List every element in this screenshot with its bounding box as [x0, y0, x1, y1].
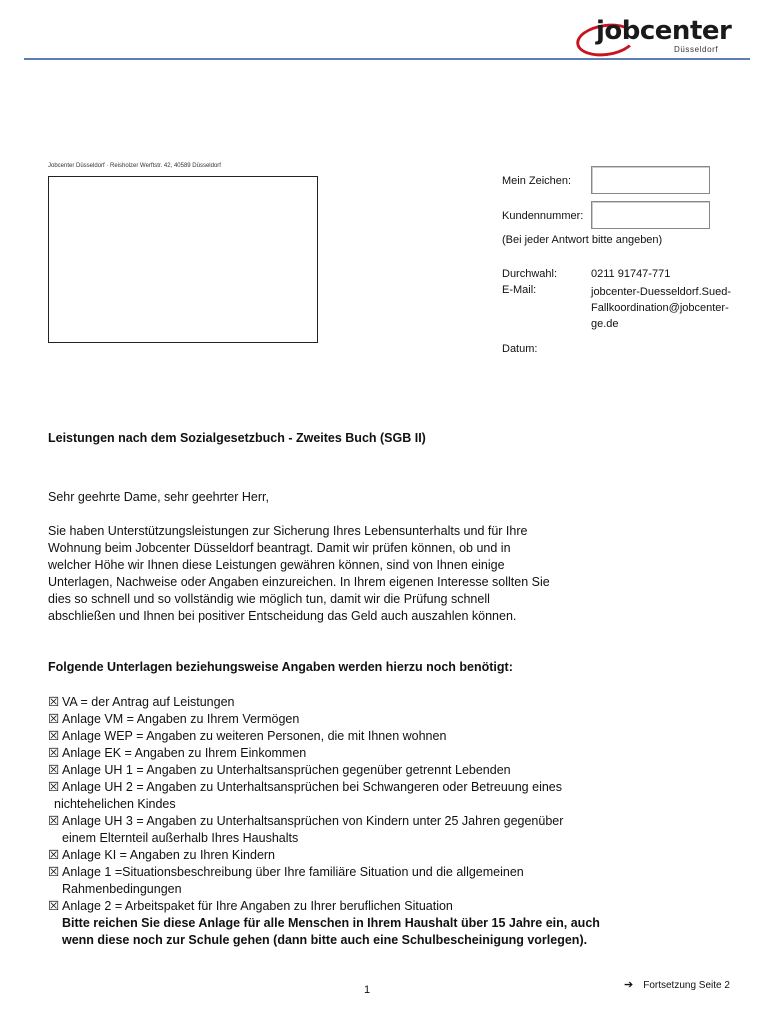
list-item	[48, 762, 688, 779]
list-item-text-continued: nichtehelichen Kindes	[54, 797, 176, 811]
bold-note-line: Bitte reichen Sie diese Anlage für alle Menschen in Ihrem Haushalt über 15 Jahre ein, auch	[62, 916, 600, 930]
list-item-text-continued: Rahmenbedingungen	[62, 882, 182, 896]
recipient-address-box	[48, 176, 318, 343]
email-value[interactable]	[591, 284, 731, 332]
paragraph-line: Sie haben Unterstützungsleistungen zur Sicherung Ihres Lebensunterhalts und für Ihre	[48, 524, 528, 538]
required-documents-heading: Folgende Unterlagen beziehungsweise Angaben werden hierzu noch benötigt:	[48, 660, 513, 674]
letter-subject: Leistungen nach dem Sozialgesetzbuch - Zweites Buch (SGB II)	[48, 431, 426, 445]
list-item	[48, 711, 688, 728]
datum-label: Datum:	[502, 343, 538, 355]
list-item-text: Anlage UH 2 = Angaben zu Unterhaltsansprüchen bei Schwangeren oder Betreuung eines	[62, 780, 562, 794]
mein-zeichen-label: Mein Zeichen:	[502, 175, 572, 187]
kundennummer-field[interactable]	[591, 201, 710, 229]
logo-city: Düsseldorf	[674, 45, 719, 54]
checked-box-icon[interactable]: ☒	[48, 848, 60, 862]
list-item	[48, 847, 688, 864]
jobcenter-logo	[574, 16, 732, 54]
arrow-right-icon: ➔	[624, 979, 634, 991]
letter-salutation: Sehr geehrte Dame, sehr geehrter Herr,	[48, 490, 269, 504]
paragraph-line: Unterlagen, Nachweise oder Angaben einzureichen. In Ihrem eigenen Interesse sollten Sie	[48, 575, 550, 589]
letter-paragraph	[48, 523, 648, 625]
list-item	[48, 779, 688, 813]
list-item-text: VA = der Antrag auf Leistungen	[62, 695, 235, 709]
durchwahl-label: Durchwahl:	[502, 268, 558, 280]
checked-box-icon[interactable]: ☒	[48, 695, 60, 709]
continuation-text: Fortsetzung Seite 2	[643, 980, 730, 991]
sender-return-address: Jobcenter Düsseldorf · Reisholzer Werftstr. 42, 40589 Düsseldorf	[48, 163, 221, 169]
checked-box-icon[interactable]: ☒	[48, 780, 60, 794]
list-item	[48, 813, 688, 847]
kundennummer-label: Kundennummer:	[502, 210, 584, 222]
list-item-text: Anlage UH 3 = Angaben zu Unterhaltsansprüchen von Kindern unter 25 Jahren gegenüber	[62, 814, 564, 828]
checked-box-icon[interactable]: ☒	[48, 865, 60, 879]
checked-box-icon[interactable]: ☒	[48, 746, 60, 760]
checked-box-icon[interactable]: ☒	[48, 729, 60, 743]
list-item	[48, 898, 688, 915]
email-line: ge.de	[591, 318, 619, 330]
logo-wordmark: jobcenter	[596, 16, 732, 46]
required-documents-list	[48, 694, 688, 949]
checked-box-icon[interactable]: ☒	[48, 763, 60, 777]
paragraph-line: Wohnung beim Jobcenter Düsseldorf beantragt. Damit wir prüfen können, ob und in	[48, 541, 511, 555]
list-item-text-continued: einem Elternteil außerhalb Ihres Haushalts	[62, 831, 299, 845]
list-item-text: Anlage EK = Angaben zu Ihrem Einkommen	[62, 746, 307, 760]
list-item	[48, 694, 688, 711]
continuation-note	[624, 978, 730, 991]
checked-box-icon[interactable]: ☒	[48, 899, 60, 913]
mein-zeichen-field[interactable]	[591, 166, 710, 194]
checked-box-icon[interactable]: ☒	[48, 712, 60, 726]
page-number: 1	[364, 984, 371, 996]
checked-box-icon[interactable]: ☒	[48, 814, 60, 828]
header-rule	[24, 58, 750, 60]
list-item-text: Anlage 2 = Arbeitspaket für Ihre Angaben zu Ihrer beruflichen Situation	[62, 899, 453, 913]
list-item	[48, 745, 688, 762]
paragraph-line: abschließen und Ihnen bei positiver Entscheidung das Geld auch auszahlen können.	[48, 609, 517, 623]
list-item	[48, 864, 688, 898]
list-item-text: Anlage WEP = Angaben zu weiteren Personen, die mit Ihnen wohnen	[62, 729, 447, 743]
kundennummer-hint: (Bei jeder Antwort bitte angeben)	[502, 234, 663, 246]
email-label: E-Mail:	[502, 284, 537, 296]
list-item-text: Anlage 1 =Situationsbeschreibung über Ihre familiäre Situation und die allgemeinen	[62, 865, 524, 879]
paragraph-line: dies so schnell und so vollständig wie möglich tun, damit wir die Prüfung schnell	[48, 592, 490, 606]
email-line: jobcenter-Duesseldorf.Sued-	[591, 286, 732, 298]
list-item-text: Anlage UH 1 = Angaben zu Unterhaltsansprüchen gegenüber getrennt Lebenden	[62, 763, 511, 777]
bold-note-line: wenn diese noch zur Schule gehen (dann bitte auch eine Schulbescheinigung vorlegen).	[62, 933, 588, 947]
list-item-text: Anlage KI = Angaben zu Ihren Kindern	[62, 848, 276, 862]
list-item-text: Anlage VM = Angaben zu Ihrem Vermögen	[62, 712, 300, 726]
durchwahl-value: 0211 91747-771	[591, 268, 671, 280]
paragraph-line: welcher Höhe wir Ihnen diese Leistungen gewähren können, sind von Ihnen einige	[48, 558, 505, 572]
list-item	[48, 728, 688, 745]
email-line: Fallkoordination@jobcenter-	[591, 302, 729, 314]
